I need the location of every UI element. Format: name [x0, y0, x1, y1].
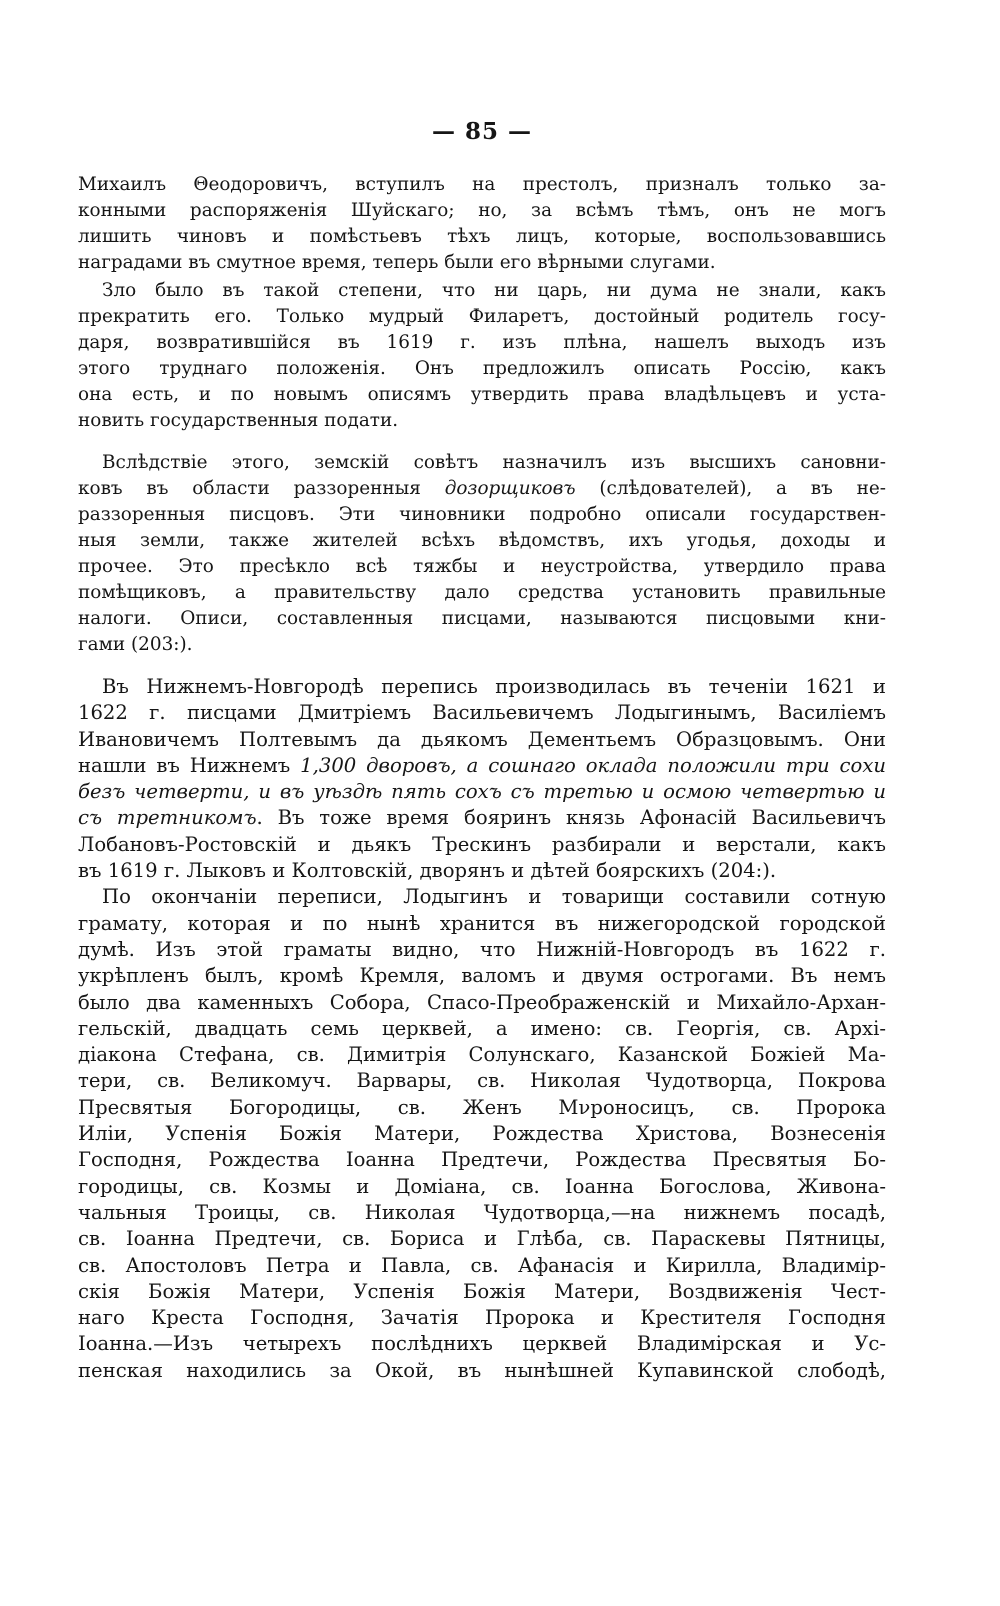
- text-line: наградами въ смутное время, теперь были его вѣрными слугами.: [78, 252, 716, 273]
- text-line: Іоанна.—Изъ четырехъ послѣднихъ церквей Владимірская и Ус-: [78, 1332, 886, 1356]
- italic-text: дозорщиковъ: [444, 478, 576, 499]
- text-line: наго Креста Господня, Зачатія Пророка и Крестителя Господня: [78, 1306, 886, 1330]
- paragraph-4: [78, 674, 886, 884]
- text-line: тери, св. Великомуч. Варвары, св. Николая Чудотворца, Покрова: [78, 1069, 886, 1093]
- text-line: городицы, св. Козмы и Доміана, св. Іоанна Богослова, Живона-: [78, 1174, 886, 1198]
- text-line: Пресвятыя Богородицы, св. Женъ Мνроносицъ, св. Пророка: [78, 1095, 886, 1119]
- text-line: было два каменныхъ Собора, Спасо-Преображенскій и Михайло-Архан-: [78, 990, 886, 1014]
- text-line: св. Іоанна Предтечи, св. Бориса и Глѣба, св. Параскевы Пятницы,: [78, 1227, 886, 1251]
- text-line: помѣщиковъ, а правительству дало средства установить правильные: [78, 582, 886, 603]
- text-line: св. Апостоловъ Петра и Павла, св. Афанасія и Кирилла, Владимір-: [78, 1253, 886, 1277]
- text-line: [78, 779, 886, 805]
- paragraph-5: [78, 884, 886, 1384]
- text-line: нашли въ Нижнемъ 1,300 дворовъ, а сошнаго оклада положили три сохи: [78, 753, 886, 777]
- text-line: грамату, которая и по нынѣ хранится въ нижегородской городской: [78, 911, 886, 935]
- text-line: пенская находились за Окой, въ нынѣшней Купавинской слободѣ,: [78, 1358, 886, 1382]
- text-line: Зло было въ такой степени, что ни царь, ни дума не знали, какъ: [102, 280, 886, 301]
- text-line: Въ Нижнемъ-Новгородѣ перепись производилась въ теченіи 1621 и: [102, 675, 886, 698]
- text-line: чальныя Троицы, св. Николая Чудотворца,—на нижнемъ посадѣ,: [78, 1200, 886, 1224]
- italic-text: 1,300 дворовъ, а сошнаго оклада положили три сохи: [300, 753, 886, 777]
- italic-text: съ третникомъ: [78, 806, 257, 830]
- text-line: Михаилъ Θеодоровичъ, вступилъ на престолъ, призналъ только за-: [78, 174, 886, 195]
- text-line: Вслѣдствіе этого, земскій совѣтъ назначилъ изъ высшихъ сановни-: [102, 452, 886, 473]
- text-line: ковъ въ области раззоренныя дозорщиковъ (слѣдователей), а въ не-: [78, 478, 886, 499]
- text-line: 1622 г. писцами Дмитріемъ Васильевичемъ Лодыгинымъ, Василіемъ: [78, 701, 886, 725]
- book-page: [78, 112, 886, 1384]
- text-line: съ третникомъ. Въ тоже время бояринъ князь Афонасій Васильевичъ: [78, 806, 886, 830]
- text-line: скія Божія Матери, Успенія Божія Матери, Воздвиженія Чест-: [78, 1279, 886, 1303]
- text-line: раззоренныя писцовъ. Эти чиновники подробно описали государствен-: [78, 504, 886, 525]
- text-line: прекратить его. Только мудрый Филаретъ, достойный родитель госу-: [78, 306, 886, 327]
- paragraph-1: [78, 172, 886, 276]
- page-number: — 85 —: [431, 118, 533, 145]
- text-line: Ивановичемъ Полтевымъ да дьякомъ Дементьемъ Образцовымъ. Они: [78, 727, 886, 751]
- text-line: ныя земли, также жителей всѣхъ вѣдомствъ, ихъ угодья, доходы и: [78, 530, 886, 551]
- text-line: конными распоряженія Шуйскаго; но, за всѣмъ тѣмъ, онъ не могъ: [78, 200, 886, 221]
- text-line: налоги. Описи, составленныя писцами, называются писцовыми кни-: [78, 608, 886, 629]
- text-line: прочее. Это пресѣкло всѣ тяжбы и неустройства, утвердило права: [78, 556, 886, 577]
- text-line: укрѣпленъ былъ, кромѣ Кремля, валомъ и двумя острогами. Въ немъ: [78, 964, 886, 988]
- text-line: лишить чиновъ и помѣстьевъ тѣхъ лицъ, которые, воспользовавшись: [78, 226, 886, 247]
- text-line: Иліи, Успенія Божія Матери, Рождества Христова, Вознесенія: [78, 1122, 886, 1146]
- text-line: новить государственныя подати.: [78, 410, 399, 431]
- text-line: По окончаніи переписи, Лодыгинъ и товарищи составили сотную: [102, 885, 886, 909]
- text-line: этого труднаго положенія. Онъ предложилъ описать Россію, какъ: [78, 358, 886, 379]
- paragraph-2: [78, 278, 886, 434]
- text-line: думѣ. Изъ этой граматы видно, что Нижній-Новгородъ въ 1622 г.: [78, 937, 886, 961]
- text-line: діакона Стефана, св. Димитрія Солунскаго, Казанской Божіей Ма-: [78, 1043, 886, 1067]
- text-line: гами (203:).: [78, 634, 193, 655]
- text-line: въ 1619 г. Лыковъ и Колтовскій, дворянъ и дѣтей боярскихъ (204:).: [78, 859, 777, 883]
- text-line: она есть, и по новымъ описямъ утвердить права владѣльцевъ и уста-: [78, 384, 886, 405]
- text-line: гельскій, двадцать семь церквей, а имено: св. Георгія, св. Архі-: [78, 1016, 886, 1040]
- text-line: даря, возвратившійся въ 1619 г. изъ плѣна, нашелъ выходъ изъ: [78, 332, 886, 353]
- text-line: Лобановъ-Ростовскій и дьякъ Трескинъ разбирали и верстали, какъ: [78, 832, 886, 856]
- paragraph-3: [78, 450, 886, 658]
- italic-text: безъ четверти, и въ уѣздѣ пять сохъ съ третью и осмою четвертью и: [78, 780, 886, 804]
- text-line: Господня, Рождества Іоанна Предтечи, Рождества Пресвятыя Бо-: [78, 1148, 886, 1172]
